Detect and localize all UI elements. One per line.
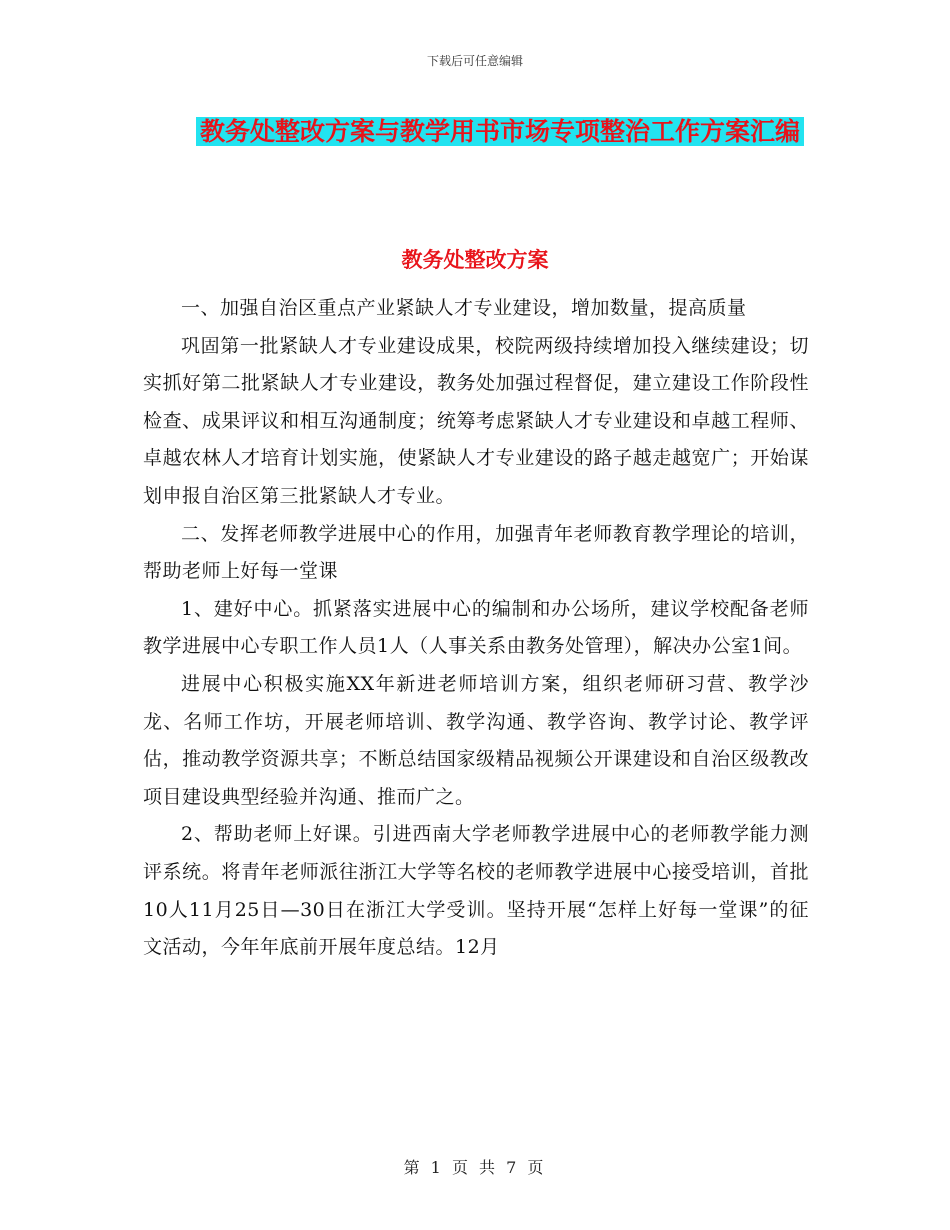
paragraph: 1、建好中心。抓紧落实进展中心的编制和办公场所，建议学校配备老师教学进展中心专职工作人员1人（人事关系由教务处管理），解决办公室1间。 bbox=[143, 597, 809, 658]
document-body bbox=[143, 290, 809, 967]
paragraph: 巩固第一批紧缺人才专业建设成果，校院两级持续增加投入继续建设；切实抓好第二批紧缺人才专业建设，教务处加强过程督促，建立建设工作阶段性检查、成果评议和相互沟通制度；统筹考虑紧缺人才专业建设和卓越工程师、卓越农林人才培育计划实施，使紧缺人才专业建设的路子越走越宽广；开始谋划申报自治区第三批紧缺人才专业。 bbox=[143, 334, 809, 507]
paragraph: 2、帮助老师上好课。引进西南大学老师教学进展中心的老师教学能力测评系统。将青年老师派往浙江大学等名校的老师教学进展中心接受培训，首批10人11月25日—30日在浙江大学受训。坚持开展“怎样上好每一堂课”的征文活动，今年年底前开展年度总结。12月 bbox=[143, 823, 809, 959]
paragraph: 进展中心积极实施XX年新进老师培训方案，组织老师研习营、教学沙龙、名师工作坊，开展老师培训、教学沟通、教学咨询、教学讨论、教学评估，推动教学资源共享；不断总结国家级精品视频公开课建设和自治区级教改项目建设典型经验并沟通、推而广之。 bbox=[143, 672, 809, 808]
paragraph-heading-1: 一、加强自治区重点产业紧缺人才专业建设，增加数量，提高质量 bbox=[181, 297, 747, 319]
page-number-footer: 第 1 页 共 7 页 bbox=[403, 1158, 547, 1177]
section-title: 教务处整改方案 bbox=[401, 247, 549, 272]
paragraph-heading-2: 二、发挥老师教学进展中心的作用，加强青年老师教育教学理论的培训，帮助老师上好每一堂课 bbox=[143, 522, 809, 583]
document-title bbox=[185, 108, 815, 156]
page-header-note: 下载后可任意编辑 bbox=[426, 54, 523, 68]
document-title-text: 教务处整改方案与教学用书市场专项整治工作方案汇编 bbox=[196, 117, 804, 146]
